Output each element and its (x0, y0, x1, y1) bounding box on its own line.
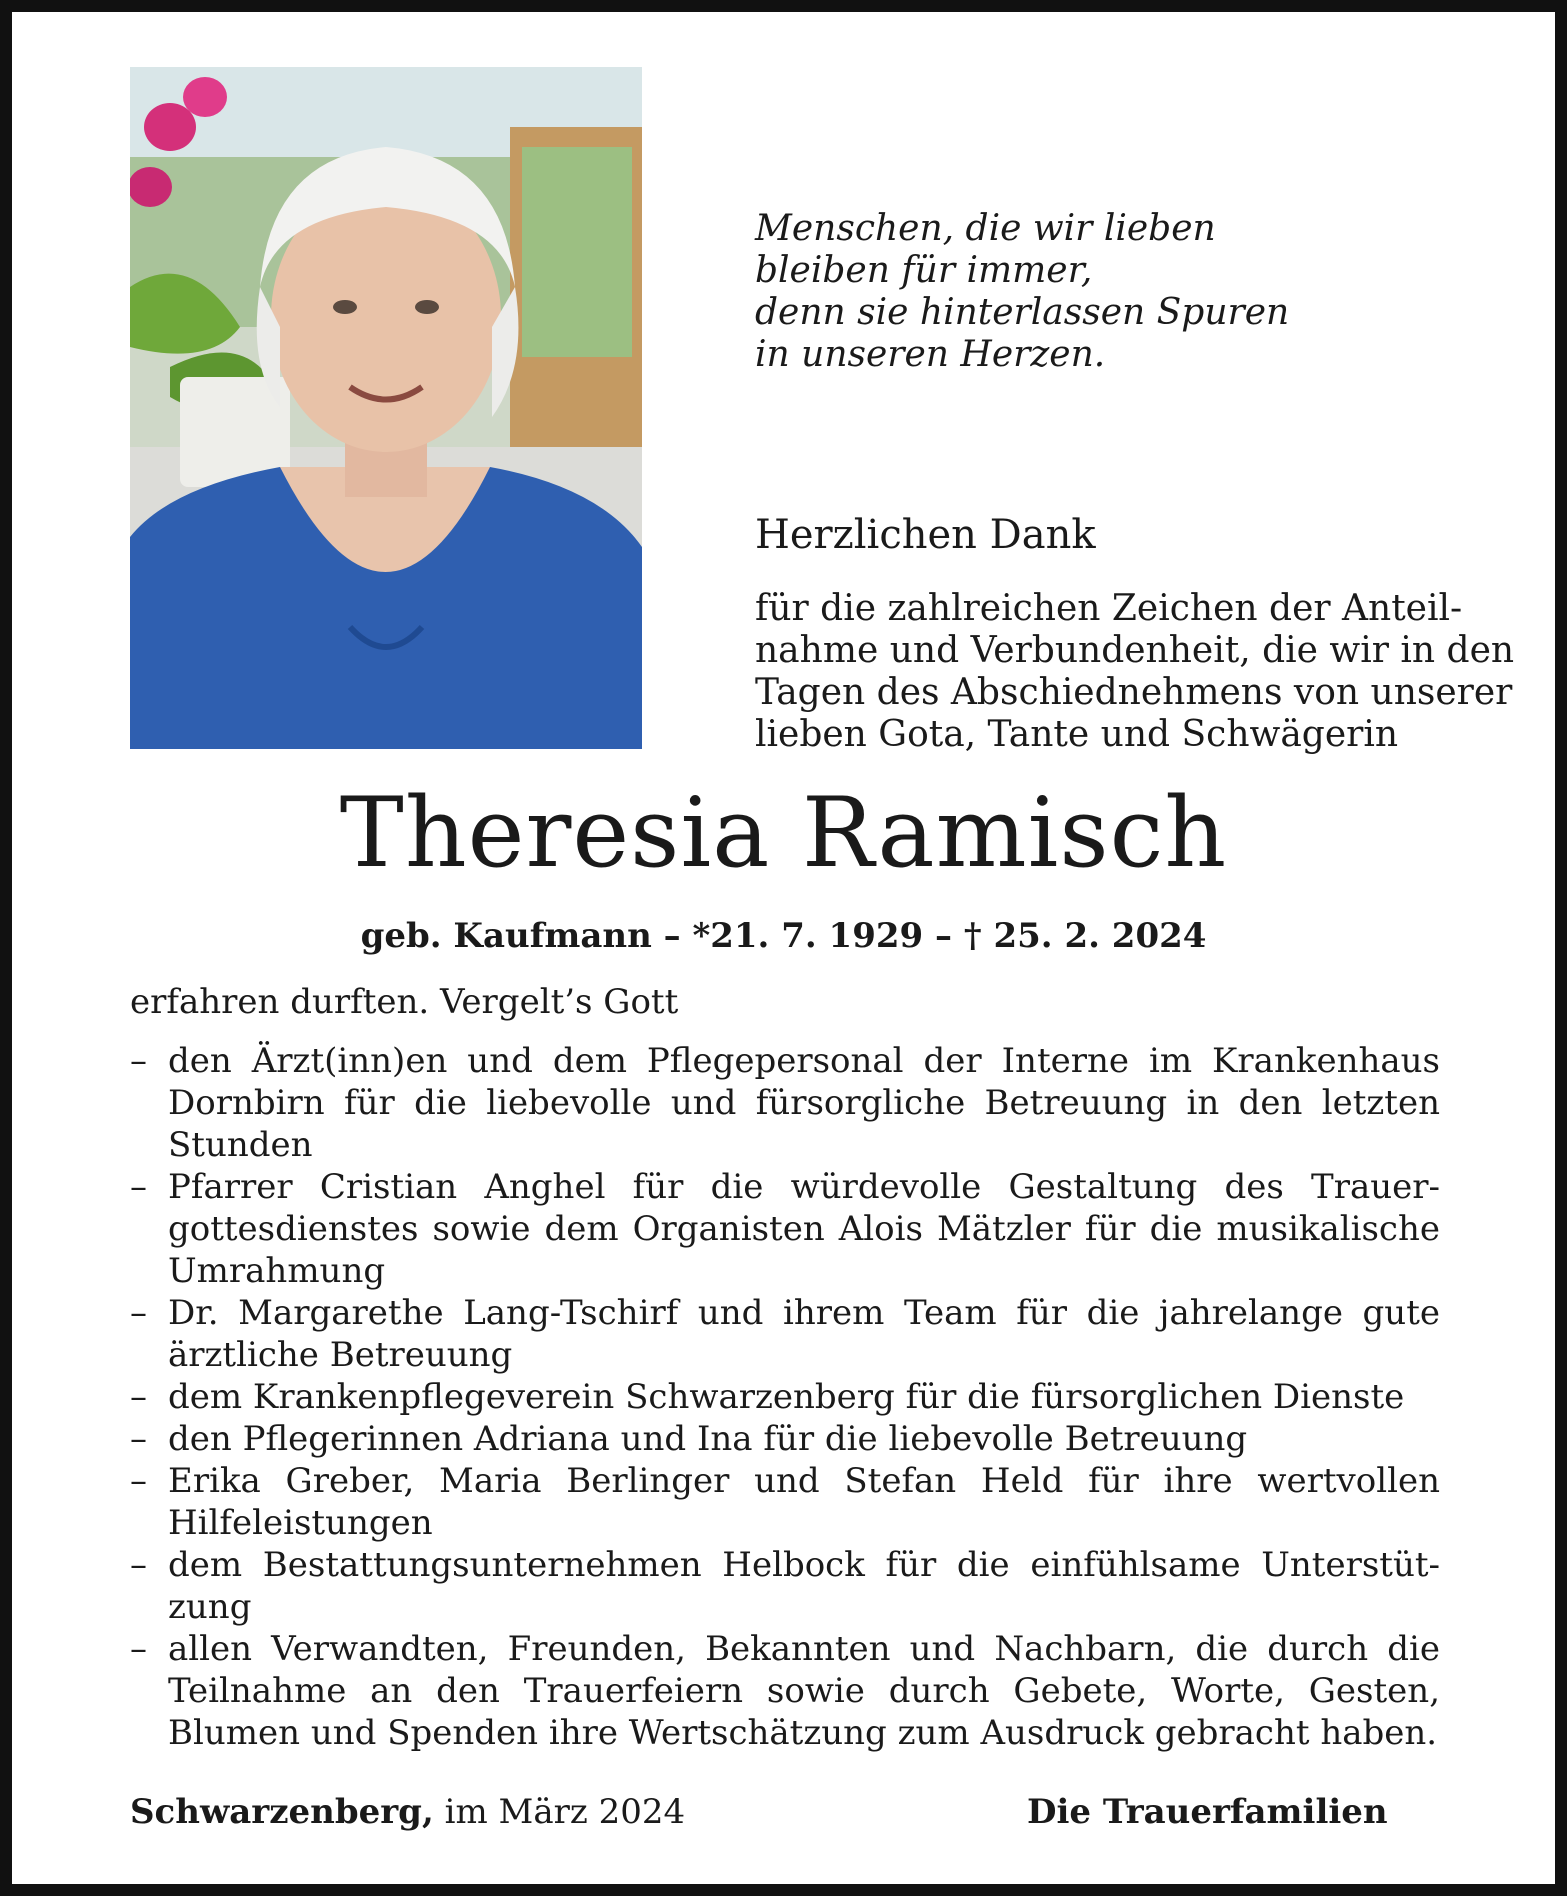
list-item (130, 1292, 1440, 1376)
poem-line: in unseren Herzen. (755, 334, 1106, 375)
list-item-line: Dr. Margarethe Lang-Tschirf und ihrem Team für die jahrelange gute (168, 1293, 1440, 1333)
list-item (130, 1418, 1440, 1460)
acknowledgement-list (130, 1040, 1440, 1754)
list-item-line: dem Krankenpflegeverein Schwarzenberg für die fürsorglichen Dienste (168, 1377, 1405, 1417)
list-item-line: Teilnahme an den Trauerfeiern sowie durch Gebete, Worte, Gesten, (168, 1671, 1440, 1711)
list-item (130, 1040, 1440, 1166)
thanks-line: nahme und Verbundenheit, die wir in den (755, 630, 1515, 671)
birth-death-dates: geb. Kaufmann – *21. 7. 1929 – † 25. 2. 2024 (360, 916, 1207, 956)
list-item-line: Hilfeleistungen (168, 1503, 433, 1543)
poem-line: Menschen, die wir lieben (755, 208, 1216, 249)
list-item-line: Stunden (168, 1125, 313, 1165)
list-item-line: Pfarrer Cristian Anghel für die würdevolle Gestaltung des Trauer- (168, 1167, 1440, 1207)
portrait-photo (130, 67, 642, 749)
portrait-icon (130, 67, 642, 749)
thanks-line: für die zahlreichen Zeichen der Anteil- (755, 588, 1463, 629)
poem-line: bleiben für immer, (755, 250, 1093, 291)
list-item-line: Erika Greber, Maria Berlinger und Stefan Held für ihre wertvollen (168, 1461, 1440, 1501)
intro-text: erfahren durften. Vergelt’s Gott (130, 982, 679, 1022)
bullet-dash: – (130, 1041, 147, 1081)
list-item (130, 1544, 1440, 1628)
list-item (130, 1166, 1440, 1292)
thanks-text (755, 588, 1515, 756)
bullet-dash: – (130, 1167, 147, 1207)
list-item (130, 1628, 1440, 1754)
poem-line: denn sie hinterlassen Spuren (755, 292, 1290, 333)
list-item-line: ärztliche Betreuung (168, 1335, 513, 1375)
list-item-line: den Ärzt(inn)en und dem Pflegepersonal der Interne im Krankenhaus (168, 1041, 1440, 1081)
list-item-line: den Pflegerinnen Adriana und Ina für die liebevolle Betreuung (168, 1419, 1248, 1459)
bullet-dash: – (130, 1419, 147, 1459)
footer-place: Schwarzenberg, (130, 1792, 434, 1832)
bullet-dash: – (130, 1293, 147, 1333)
bullet-dash: – (130, 1629, 147, 1669)
memorial-poem (755, 208, 1289, 376)
thanks-line: lieben Gota, Tante und Schwägerin (755, 714, 1399, 755)
footer-signature: Die Trauerfamilien (1027, 1792, 1388, 1832)
bullet-dash: – (130, 1545, 147, 1585)
footer-place-date (130, 1790, 685, 1834)
list-item (130, 1460, 1440, 1544)
bullet-dash: – (130, 1461, 147, 1501)
list-item-line: Dornbirn für die liebevolle und fürsorgliche Betreuung in den letzten (168, 1083, 1440, 1123)
list-item-line: dem Bestattungsunternehmen Helbock für die einfühlsame Unterstüt- (168, 1545, 1440, 1585)
list-item (130, 1376, 1440, 1418)
thanks-line: Tagen des Abschiednehmens von unserer (755, 672, 1513, 713)
list-item-line: zung (168, 1587, 252, 1627)
deceased-name: Theresia Ramisch (339, 777, 1228, 889)
list-item-line: gottesdienstes sowie dem Organisten Alois Mätzler für die musikalische (168, 1209, 1440, 1249)
list-item-line: Umrahmung (168, 1251, 386, 1291)
footer-date: im März 2024 (444, 1792, 686, 1832)
list-item-line: Blumen und Spenden ihre Wertschätzung zum Ausdruck gebracht haben. (168, 1713, 1438, 1753)
bullet-dash: – (130, 1377, 147, 1417)
list-item-line: allen Verwandten, Freunden, Bekannten und Nachbarn, die durch die (168, 1629, 1440, 1669)
thanks-heading: Herzlichen Dank (755, 512, 1096, 558)
